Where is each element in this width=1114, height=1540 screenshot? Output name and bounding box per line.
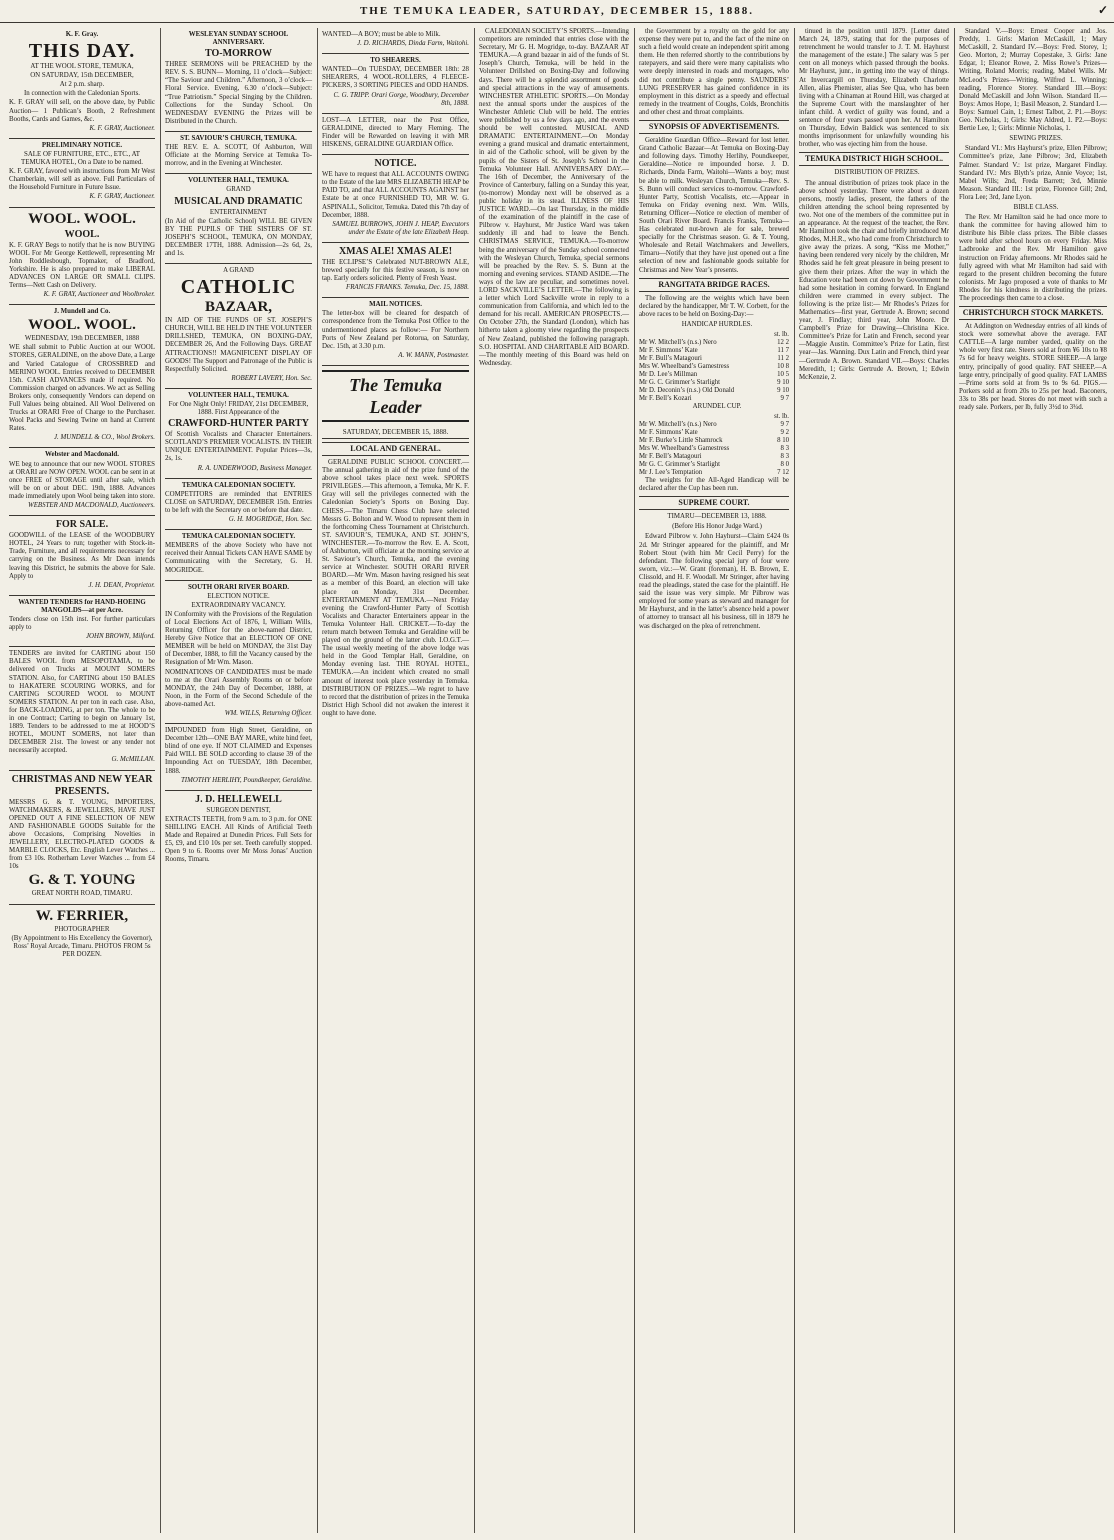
horse-entry: Mr G. C. Grimmer’s Starlight bbox=[639, 461, 721, 469]
article-text: Standard VI.: Mrs Hayhurst’s prize, Ellen Pilbrow; Committee’s prize, Jane Pilbrow; 3rd, Elizabeth Palmer. Standard V.: 1st prize, Margaret Findlay. Standard IV.: Mrs Blyth’s prize, Annie Voyce; 1st, Mabel Wills; 2nd, Freda Barrett; 3rd, Minnie Meason. Standard III.: 1st prize, Florence Gill; 2nd, Flora Lee; 3rd, Jane Lyon. bbox=[959, 145, 1107, 201]
advert-headline: TEMUKA CALEDONIAN SOCIETY. bbox=[181, 533, 296, 541]
article-text: the Government by a royalty on the gold for any expense they were put to, and the fact of the mine on such a field would create an independent spirit among them. He then referred shortly to the contributions by ratepayers, and said there were many capitalists who were deeply interested in roads and mortgages, who did not contribute a single penny. SAUNDERS’ LUNG PRESERVER has gained confidence in its employment in this district as a speedy and effectual remedy in the treatment of Coughs, Colds, Bronchitis and other chest and throat complaints. bbox=[639, 28, 789, 116]
advert-signature: K. F. GRAY, Auctioneer. bbox=[89, 193, 155, 201]
advertiser-heading: K. F. Gray. bbox=[65, 31, 99, 38]
gray-sale-advert bbox=[9, 28, 155, 139]
advert-headline: PRELIMINARY NOTICE. bbox=[41, 141, 123, 149]
tenders-mangolds-advert bbox=[9, 596, 155, 647]
check-mark-icon: ✓ bbox=[1097, 3, 1108, 17]
horse-weight: 12 2 bbox=[777, 339, 789, 346]
advert-signature: JOHN BROWN, Milford. bbox=[85, 633, 155, 641]
horse-entry: Mr F. Bull’s Matagouri bbox=[639, 355, 702, 362]
advert-signature: G. H. MOGRIDGE, Hon. Sec. bbox=[228, 516, 312, 524]
article-text: The annual distribution of prizes took place in the above school yesterday. There were about a dozen persons, mostly ladies, present, the fathers of the children attending the school being represented by two. Not one of the members of the committee put in an appearance. At the request of the teacher, the Rev. Mr Hamilton took the chair and briefly introduced Mr Rhodes, M.H.R., who had come from Christchurch to give away the prizes. A song, “Kiss me Mother,” having been rendered very nicely by the children, Mr Rhodes said he felt great pleasure in being present to give them their prizes. After the way in which the Education vote had been cut down by Government he had some hesitation in coming forward. In England children were crammed in every subject. The following is the prize list:— Mr Rhodes’s Prizes for Mathematics—first year, Gertrude A. Brown; second year, J. Findlay; third year, John Moore. Dr Campbell’s Prize for Drawing—Christina Kice. Committee’s Prize for Latin and French, second year—Maggie Austin. Committee’s Prize for Latin, first year—Jas. Wanning. Dux Latin and French, third year—Gertrude A. Brown. Standard VII.—Boys: Charles Meredith, 1; Girls: Gertrude A. Brown, 1; Edwin McKenzie, 2. bbox=[799, 179, 949, 381]
advert-headline: MUSICAL AND DRAMATIC bbox=[174, 195, 303, 207]
table-row bbox=[639, 437, 789, 445]
advert-signature: J. H. DEAN, Proprietor. bbox=[88, 581, 155, 589]
horse-entry: Mr F. Bell’s Matagouri bbox=[639, 453, 702, 461]
ferrier-photographer-advert bbox=[9, 905, 155, 964]
advert-headline: ST. SAVIOUR’S CHURCH, TEMUKA. bbox=[180, 134, 297, 142]
horse-weight: 8 10 bbox=[777, 437, 789, 445]
advert-body: THE REV. E. A. SCOTT, Of Ashburton, Will Officiate at the Morning Service at Temuka To-morrow, and in the Evening at Winchester. bbox=[165, 144, 312, 168]
advert-body: Tenders close on 15th inst. For further particulars apply to bbox=[9, 615, 155, 632]
advert-signature: K. F. GRAY, Auctioneer. bbox=[89, 124, 155, 132]
advert-body: WE shall submit to Public Auction at our WOOL STORES, GERALDINE, on the above Date, a Large and Varied Catalogue of CROSSBRED and MERINO WOOL. Entries received to DECEMBER 15th. CASH ADVANCES made if required. No Commission charged on advances. We act as Selling Brokers only, consequently Vendors can depend on Full Values being obtained. All Wool Delivered on Trucks at ORARI Free of Charge to the Purchaser. Wool Packs and Sewing Twine on hand at Current Rates. bbox=[9, 344, 155, 433]
table-row bbox=[639, 363, 789, 371]
mundell-wool-advert bbox=[9, 305, 155, 448]
table-row bbox=[639, 453, 789, 461]
advert-body: (In Aid of the Catholic School) WILL BE GIVEN BY THE PUPILS OF THE SISTERS OF ST. JOSEPH’S SCHOOL, TEMUKA, ON MONDAY, DECEMBER 17TH, 1888. Admission—2s 6d, 2s, and 1s. bbox=[165, 217, 312, 257]
horse-weight: 9 10 bbox=[777, 379, 789, 386]
advertiser-heading: J. Mundell and Co. bbox=[53, 308, 111, 316]
advert-body: GOODWILL of the LEASE of the WOODBURY HOTEL, 24 Years to run; together with Stock-in-Trade, Furniture, and all requirements necessary for carrying on the Business. As Mr Dean intends leaving this District, he submits the above for Sale. Apply to bbox=[9, 532, 155, 580]
advert-signature: TIMOTHY HERLIHY, Poundkeeper, Geraldine. bbox=[180, 776, 312, 784]
advert-body: THREE SERMONS will be PREACHED by the REV. S. S. BUNN— Morning, 11 o’clock—Subject: “The Saviour and Children.” Afternoon, 3 o’clock—Floral Service. Evening, 6.30 o’clock—Subject: “True Patriotism.” Special Singing by the Children. Collections for the Sunday School. On WEDNESDAY EVENING the Prizes will be Distributed in the Church. bbox=[165, 61, 312, 125]
advert-line: TO-MORROW bbox=[204, 48, 273, 60]
advert-headline: CHRISTMAS AND NEW YEAR PRESENTS. bbox=[11, 773, 153, 797]
column-3 bbox=[319, 28, 472, 1533]
horse-entry: Mr F. Burke’s Little Shamrock bbox=[639, 437, 723, 445]
column-rule bbox=[954, 28, 955, 1533]
horse-weight: 9 2 bbox=[780, 429, 789, 437]
arundel-weights-table bbox=[639, 413, 789, 477]
advert-body: WE have to request that ALL ACCOUNTS OWING to the Estate of the late MRS ELIZABETH HEAP be PAID TO, and that ALL ACCOUNTS AGAINST her Estate be at once FURNISHED TO, MR W. G. ASPINALL, Solicitor, Temuka. Dated this 7th day of December, 1888. bbox=[322, 171, 469, 219]
article-text: Geraldine Guardian Office—Reward for lost letter. Grand Catholic Bazaar—At Temuka on Boxing-Day and following days. Timothy Herlihy, Poundkeeper, Geraldine—Notice re impounded horse. J. D. Richards, Dinda Farm, Waitohi—Wants a boy; must be able to milk. Wesleyan Church, Temuka—Rev. S. S. Bunn will conduct services to-morrow. Crawford-Hunter Party, Scottish Vocalists, etc.—Appear in Temuka on Friday evening next. Wm. Wills, Returning Officer—Notice re election of member of South Orari River Board. Francis Franks, Temuka—Has celebrated nut-brown ale for sale, brewed specially for the Christmas season. G. & T. Young, Wholesale and Retail Watchmakers and Jewellers, Timaru—Notify that they have just opened out a fine selection of new and fashionable goods suitable for Christmas and New Year’s presents. bbox=[639, 137, 789, 274]
article-text: Standard V.—Boys: Ernest Cooper and Jos. Preddy, 1. Girls: Marion McCaskill, 1; Mary McCaskill, 2. Standard IV.—Boys: Fred. Storey, 1; Geo. Morton, 2; Murray Copestake, 3. Girls: Jane Edgar, 1; Eleanor Rowe, 2. Miss Rowe’s Prizes—Writing, Roland Morris; reading, Mabel Wills. Mr McLeod’s Prizes—Writing, Wilfred L. Winning; reading, Florence Storey. Standard III.—Boys: Donald McCaskill and John Wilson. Standard II.—Boys: Amos Hope, 1; Basil Meason, 2. Standard I.—Boys: Samuel Cain, 1; Ernest Talbot, 2. P1.—Boys: Geo. Nicholas, 1; Girls: May Aldred, 1. P2.—Boys: Bertie Lee, 1; Girls: Minnie Nicholas, 1. bbox=[959, 28, 1107, 133]
column-2 bbox=[162, 28, 315, 1533]
article-text: The weights for the All-Aged Handicap will be declared after the Cup has been run. bbox=[639, 477, 789, 493]
advert-line: ELECTION NOTICE. bbox=[207, 592, 270, 600]
horse-weight: 7 12 bbox=[777, 469, 789, 477]
supreme-court-article bbox=[639, 513, 789, 630]
advert-signature: SAMUEL BURROWS, JOHN J. HEAP, Executors under the Estate of the late Elizabeth Heap. bbox=[332, 220, 469, 236]
horse-weight: 9 7 bbox=[780, 421, 789, 429]
advert-line: PHOTOGRAPHER bbox=[54, 925, 110, 933]
newspaper-nameplate: The Temuka Leader bbox=[322, 370, 469, 422]
column-7 bbox=[956, 28, 1110, 1533]
table-header-row bbox=[639, 413, 789, 421]
article-dateline: TIMARU—DECEMBER 13, 1888. bbox=[667, 513, 767, 521]
christmas-presents-advert bbox=[9, 771, 155, 905]
table-row bbox=[639, 379, 789, 387]
advert-headline: WOOL. WOOL. bbox=[28, 210, 136, 227]
advert-body: IN Conformity with the Provisions of the Regulation of Local Elections Act of 1876, I, William Wills, Returning Officer for the above-named District, Hereby Give Notice that an ELECTION OF ONE MEMBER will be held on MONDAY, the 31st Day of December, 1888, to fill the Vacancy caused by the Resignation of Mr Wm. Mason. bbox=[165, 610, 312, 667]
article-text: The Rev. Mr Hamilton said he had once more to thank the committee for having allowed him to distribute his Bible class prizes. The Bible classes were held after school hours on every Friday. Miss Ladbrooke and the Rev. Mr Hamilton gave instruction on Friday afternoons. Mr Rhodes said he fully agreed with what Mr Hamilton had said with regard to the present children becoming the future colonists. Mr Jago proposed a vote of thanks to Mr Rhodes for his kindness in distributing the prizes. The proceedings then came to a close. bbox=[959, 214, 1107, 302]
table-row bbox=[639, 461, 789, 469]
horse-weight: 8 3 bbox=[780, 445, 789, 453]
table-row bbox=[639, 355, 789, 363]
column-4 bbox=[476, 28, 632, 1533]
table-row bbox=[639, 395, 789, 403]
horse-entry: Mr W. Mitchell’s (n.s.) Nero bbox=[639, 339, 717, 346]
horse-weight: 8 3 bbox=[780, 453, 789, 461]
estate-notice-advert bbox=[322, 155, 469, 243]
advert-body: TENDERS are invited for CARTING about 150 BALES WOOL from MESOPOTAMIA, to be delivered on Trucks at MOUNT SOMERS STATION. Also, for CARTING about 150 BALES to HAKATERE SCOURING WORKS, and for CARTING SCOURED WOOL to MOUNT SOMERS STATION. At per ton in each case. Also, for BACK-LOADING, at per ton. The whole to be in one Contract; Carting to begin on January 1st, 1889. Tenders to be addressed to me at HOOD’S HOTEL, MOUNT SOMERS, not later than DECEMBER 21st. The lowest or any tender not necessarily accepted. bbox=[9, 650, 155, 755]
stock-markets-article bbox=[959, 323, 1107, 412]
advert-body: WANTED—On TUESDAY, DECEMBER 18th: 28 SHEARERS, 4 WOOL-ROLLERS, 4 FLEECE-PICKERS, 3 SORTING PIECES and ODD HANDS. bbox=[322, 66, 469, 90]
caledonian-entries-advert bbox=[165, 479, 312, 530]
advert-headline: J. D. HELLEWELL bbox=[195, 793, 282, 805]
crawford-hunter-advert bbox=[165, 389, 312, 479]
advert-body: K. F. GRAY, favored with instructions from Mr West Chamberlain, will sell as above. Full Particulars of the Household Furniture in Future Issue. bbox=[9, 168, 155, 192]
section-heading: SUPREME COURT. bbox=[639, 496, 789, 510]
advert-body: WE beg to announce that our new WOOL STORES at ORARI are NOW OPEN. WOOL can be sent in at once FREE of STORAGE until after sale, which will be on or about DEC. 19th, 1888. Advances made immediately upon Wool being taken into store. bbox=[9, 460, 155, 500]
advert-signature: FRANCIS FRANKS. Temuka, Dec. 15, 1888. bbox=[346, 284, 469, 292]
table-row bbox=[639, 371, 789, 379]
column-6 bbox=[796, 28, 952, 1533]
advert-body: THE ECLIPSE’S Celebrated NUT-BROWN ALE, brewed specially for this festive season, is now on tap. Early orders solicited. Plenty of Fresh Yeast. bbox=[322, 258, 469, 283]
horse-entry: Mr D. Deconin’s (n.s.) Old Donald bbox=[639, 387, 735, 394]
advert-signature: WEBSTER AND MACDONALD, Auctioneers. bbox=[27, 502, 155, 510]
advert-line: In connection with the Caledonian Sports. bbox=[24, 90, 140, 98]
advert-headline: VOLUNTEER HALL, TEMUKA. bbox=[188, 391, 289, 399]
shearers-advert bbox=[322, 54, 469, 114]
weight-unit-header: st. lb. bbox=[774, 413, 789, 421]
horse-entry: Mr D. Lee’s Millman bbox=[639, 371, 698, 378]
advert-body: IN AID OF THE FUNDS OF ST. JOSEPH’S CHURCH, WILL BE HELD IN THE VOLUNTEER DRILLSHED, TEMUKA, ON BOXING-DAY, DECEMBER 26, And the Following Days. GREAT ATTRACTIONS!! MAGNIFICENT DISPLAY OF GOODS! The Support and Patronage of the Public is Respectfully Solicited. bbox=[165, 317, 312, 373]
advert-signature: R. A. UNDERWOOD, Business Manager. bbox=[197, 464, 312, 472]
race-weights-article bbox=[639, 295, 789, 494]
advert-line: A GRAND bbox=[223, 267, 254, 275]
advert-line: At 2 p.m. sharp. bbox=[59, 81, 105, 89]
supreme-court-continued bbox=[799, 28, 949, 149]
race-title: ARUNDEL CUP. bbox=[692, 403, 742, 410]
advert-headline: WESLEYAN SUNDAY SCHOOL ANNIVERSARY. bbox=[188, 31, 289, 47]
preliminary-notice-advert bbox=[9, 139, 155, 208]
musical-entertainment-advert bbox=[165, 174, 312, 264]
advert-line: EXTRAORDINARY VACANCY. bbox=[191, 601, 286, 609]
advert-line: ON SATURDAY, 15th DECEMBER, bbox=[30, 72, 134, 80]
advert-headline: XMAS ALE! XMAS ALE! bbox=[338, 245, 453, 257]
horse-entry: Mrs W. Wheelband’s Gamestress bbox=[639, 445, 730, 453]
table-row bbox=[639, 469, 789, 477]
column-rule bbox=[634, 28, 635, 1533]
advert-headline: FOR SALE. bbox=[55, 519, 109, 531]
advert-signature: WM. WILLS, Returning Officer. bbox=[224, 710, 312, 717]
advert-line: WOOL. bbox=[64, 228, 100, 240]
column-5 bbox=[636, 28, 792, 1533]
advert-headline: MAIL NOTICES. bbox=[369, 301, 422, 309]
page-masthead bbox=[0, 0, 1114, 23]
advert-line: GREAT NORTH ROAD, TIMARU. bbox=[31, 890, 133, 898]
horse-entry: Mr F. Bell’s Kozari bbox=[639, 395, 692, 402]
article-subtitle: DISTRIBUTION OF PRIZES. bbox=[834, 169, 920, 177]
advert-signature: J. MUNDELL & CO., Wool Brokers. bbox=[53, 434, 155, 442]
wool-buying-advert bbox=[9, 208, 155, 306]
advert-line: SALE OF FURNITURE, ETC., ETC., AT TEMUKA HOTEL, On a Date to be named. bbox=[21, 150, 143, 167]
advert-headline: CATHOLIC bbox=[180, 276, 297, 299]
article-text: The following are the weights which have been declared by the handicapper, Mr T. W. Corbett, for the above races to be held on Boxing-Day:— bbox=[639, 294, 789, 318]
hurdles-weights-table bbox=[639, 331, 789, 403]
synopsis-article bbox=[639, 137, 789, 275]
caledonian-members-advert bbox=[165, 530, 312, 580]
article-text: At Addington on Wednesday entries of all kinds of stock were somewhat above the average. FAT CATTLE—A large number yarded, quality on the whole very first rate. Steers sold at from ¥6 10s to ¥8 7s 6d for heavy weights. STORE SHEEP.—A large entry, principally of good quality. FAT SHEEP.—A large entry, principally of good quality. FAT LAMBS—Prime sorts sold at from 9s to 9s 6d. PIGS.—Porkers sold at from 20s to 25s per head. Baconers, 33s to 38s per head. Stores do not meet with such a ready sale. Porkers, per lb, fully 3½d to 3¾d. bbox=[959, 323, 1107, 412]
issue-dateline: SATURDAY, DECEMBER 15, 1888. bbox=[322, 426, 469, 439]
column-1 bbox=[6, 28, 158, 1533]
advert-body: MESSRS G. & T. YOUNG, IMPORTERS, WATCHMAKERS, & JEWELLERS, HAVE JUST OPENED OUT A FINE SELECTION OF NEW AND FASHIONABLE GOODS Suitable for the above Occasions, Comprising Novelties in JEWELLERY, ELECTRO-PLATED GOODS & MARBLE CLOCKS, Etc. English Lever Watches ... from £3 10s. Rotherham Lever Watches ... from £4 10s bbox=[9, 798, 155, 871]
xmas-ale-advert bbox=[322, 243, 469, 298]
article-subtitle: SEWING PRIZES. bbox=[1009, 135, 1063, 143]
column-rule bbox=[160, 28, 161, 1533]
advert-headline: VOLUNTEER HALL, TEMUKA. bbox=[188, 177, 289, 185]
prize-list-continued bbox=[959, 28, 1107, 303]
carting-tenders-advert bbox=[9, 647, 155, 770]
local-news-continued bbox=[479, 28, 629, 368]
lost-letter-advert bbox=[322, 114, 469, 155]
webster-advert bbox=[9, 448, 155, 516]
masthead-text: THE TEMUKA LEADER, SATURDAY, DECEMBER 15, 1888. bbox=[359, 5, 755, 17]
advert-body: K. F. GRAY will sell, on the above date, by Public Auction— 1 Publican’s Booth, 2 Refreshment Booths, Cards and Games, &c. bbox=[9, 99, 155, 123]
advert-headline: W. FERRIER, bbox=[35, 907, 129, 924]
horse-weight: 9 7 bbox=[780, 395, 789, 402]
advert-signature: G. McMILLAN. bbox=[111, 756, 155, 764]
advert-headline: WANTED TENDERS for HAND-HOEING MANGOLDS—at per Acre. bbox=[18, 598, 146, 614]
horse-entry: Mrs W. Wheelband’s Gamestress bbox=[639, 363, 730, 370]
st-saviours-advert bbox=[165, 132, 312, 174]
advert-line: GRAND bbox=[226, 186, 251, 194]
column-rule bbox=[794, 28, 795, 1533]
table-row bbox=[639, 339, 789, 347]
advert-body: NOMINATIONS OF CANDIDATES must be made to me at the Orari Assembly Rooms on or before MONDAY, the 24th Day of December, 1888, at Noon, in the Form of the Second Schedule of the above-named Act. bbox=[165, 668, 312, 708]
advert-line: SURGEON DENTIST, bbox=[206, 806, 271, 814]
table-row bbox=[639, 387, 789, 395]
section-heading: RANGITATA BRIDGE RACES. bbox=[639, 278, 789, 292]
article-text: tinued in the position until 1879. [Letter dated March 24, 1879, stating that for the purposes of retrenchment he would transfer to J. T. M. Hayhurst the management of the estate.] The salary was 5 per cent on all moneys which passed through the books. Mr Hayhurst, junr., in getting into the way of things. At Invercargill on Thursday, Elizabeth Charlotte Allen, alias Phemister, alias See Qua, who has been living with a Chinaman at Round Hill, was charged at the Supreme Court with the manslaughter of her infant child. A verdict of guilty was found, and a sentence of four years passed upon her. At Hamilton on Thursday, Edwin Baldick was sentenced to six months imprisonment for unlawfully wounding his brother, who was ejecting him from the house. bbox=[799, 28, 949, 149]
section-heading: SYNOPSIS OF ADVERTISEMENTS. bbox=[639, 120, 789, 134]
horse-weight: 9 10 bbox=[777, 387, 789, 394]
column-rule bbox=[317, 28, 318, 1533]
advertiser-heading: Webster and Macdonald. bbox=[45, 451, 119, 459]
impounded-advert bbox=[165, 724, 312, 791]
article-text: Edward Pilbrow v. John Hayhurst—Claim £424 0s 2d. Mr Stringer appeared for the plaintiff, and Mr Robert Stout (with him Mr Cecil Perry) for the defendant. The following special jury of four were sworn, viz.:—W. Grant (foreman), H. B. Brown, E. Clissold, and H. F. Woodall. Mr Stringer, after having read the pleadings, stated the case for the plaintiff. He said the issue was very simple. Mr Pilbrow was employed for some years as steward and manager for Mr Hayhurst, and in the latter’s absence held a power of attorney to transact all his business, till in 1879 he was discharged on the plea of retrenchment. bbox=[639, 533, 789, 630]
advert-signature: C. G. TRIPP. Orari Gorge, Woodbury, December 8th, 1888. bbox=[333, 91, 469, 107]
advert-body: (By Appointment to His Excellency the Governor), Ross’ Royal Arcade, Timaru. PHOTOS FROM 5s PER DOZEN. bbox=[11, 934, 153, 958]
horse-entry: Mr G. C. Grimmer’s Starlight bbox=[639, 379, 721, 386]
advert-body: IMPOUNDED from High Street, Geraldine, on December 12th—ONE BAY MARE, white hind feet, blind of one eye. If NOT CLAIMED and Expenses Paid WILL BE SOLD according to clause 39 of the Impounding Act on TUESDAY, 18th December, 1888. bbox=[165, 727, 312, 775]
table-row bbox=[639, 445, 789, 453]
article-subtitle: (Before His Honor Judge Ward.) bbox=[672, 523, 762, 531]
horse-weight: 11 2 bbox=[777, 355, 789, 362]
article-subtitle: BIBLE CLASS. bbox=[1013, 203, 1059, 211]
advert-line: WEDNESDAY, 19th DECEMBER, 1888 bbox=[24, 335, 140, 343]
article-text: CALEDONIAN SOCIETY’S SPORTS.—Intending competitors are reminded that entries close with the Secretary, Mr G. H. Mogridge, to-day. BAZAAR AT TEMUKA.—A grand bazaar in aid of the funds of St. Joseph’s Church, Temuka, will be held in the Volunteer Drillshed on Boxing-Day and following days. There will be a splendid assortment of goods and special attractions in the way of amusements. WINCHESTER ATHLETIC SPORTS.—On Monday next the annual sports under the auspices of the Winchester Athletic Club will be held. The entries were published by us a few days ago, and the events should be well contested. MUSICAL AND DRAMATIC ENTERTAINMENT.—On Monday evening a grand musical and dramatic entertainment, in aid of the Catholic school, will be given by the pupils of the Sisters of St. Joseph’s School in the Temuka Volunteer Hall. ANNIVERSARY DAY.—The 16th of December, the Anniversary of the Province of Canterbury, falling on a Sunday this year, (to-morrow) Monday next will be observed as a public holiday in its stead. ILLNESS OF HIS JUSTICE WARD.—On last Thursday, in the middle of the examination of the plaintiff in the case of Pilbrow v. Hayhurst, Mr Justice Ward was taken suddenly ill and had to leave the Bench. CHRISTMAS SERVICE, TEMUKA.—To-morrow being the anniversary of the Sunday school connected with the Wesleyan Church, Temuka, special sermons will be preached by the Rev. S. S. Bunn at the morning and evening services. STAND ASIDE.—The ways of the law are peculiar, and sometimes novel. LORD SACKVILLE’S LETTER.—The following is a letter which Lord Sackville wrote in reply to a communication from California, and which led to the demand for his recall. AMERICAN PROSPECTS.—On October 27th, the Standard (London), which has hitherto taken a gloomy view regarding the prospects of New Zealand, published the following paragraph. S.O. HOSPITAL AND CHARITABLE AID BOARD.—The monthly meeting of this Board was held on Wednesday. bbox=[479, 28, 629, 367]
advert-line: ENTERTAINMENT bbox=[209, 208, 268, 216]
horse-weight: 10 5 bbox=[777, 371, 789, 378]
advert-headline: NOTICE. bbox=[374, 158, 417, 170]
school-prizes-article bbox=[799, 169, 949, 381]
column-rule bbox=[474, 28, 475, 1533]
table-header-row bbox=[639, 331, 789, 339]
horse-entry: Mr W. Mitchell’s (n.s.) Nero bbox=[639, 421, 717, 429]
advert-headline: BAZAAR, bbox=[204, 299, 273, 316]
advert-headline: TO SHEARERS. bbox=[370, 57, 421, 65]
advert-headline: THIS DAY. bbox=[28, 40, 136, 63]
advert-headline: TEMUKA CALEDONIAN SOCIETY. bbox=[181, 481, 296, 489]
section-heading: CHRISTCHURCH STOCK MARKETS. bbox=[959, 306, 1107, 320]
advert-headline: WOOL. WOOL. bbox=[28, 317, 136, 334]
horse-weight: 10 8 bbox=[777, 363, 789, 370]
advert-signature: K. F. GRAY, Auctioneer and Woolbroker. bbox=[43, 291, 155, 299]
dentist-advert bbox=[165, 791, 312, 870]
advert-body: MEMBERS of the above Society who have not received their Annual Tickets CAN HAVE SAME by Communicating with the Secretary, G. H. MOGRIDGE. bbox=[165, 542, 312, 574]
news-continued bbox=[639, 28, 789, 117]
horse-entry: Mr F. Simmons’ Kate bbox=[639, 429, 698, 437]
horse-weight: 8 0 bbox=[780, 461, 789, 469]
local-news-article bbox=[322, 459, 469, 718]
mail-notices bbox=[322, 298, 469, 366]
advert-headline: CRAWFORD-HUNTER PARTY bbox=[168, 418, 309, 430]
advert-body: The letter-box will be cleared for despatch of correspondence from the Temuka Post Office to the undermentioned places as follow:— For Northern Ports of New Zealand per Rotorua, on Saturday, Dec. 15th, at 3.30 p.m. bbox=[322, 310, 469, 350]
horse-entry: Mr F. Simmons’ Kate bbox=[639, 347, 698, 354]
advert-body: LOST—A LETTER, near the Post Office, GERALDINE, directed to Mary Fleming. The Finder will be Rewarded on leaving it with MR HISKENS, GERALDINE GUARDIAN Office. bbox=[322, 116, 469, 149]
table-row bbox=[639, 421, 789, 429]
table-row bbox=[639, 429, 789, 437]
advert-body: WANTED—A BOY; must be able to Milk. bbox=[322, 31, 441, 38]
weight-unit-header: st. lb. bbox=[774, 331, 789, 338]
catholic-bazaar-advert bbox=[165, 264, 312, 389]
advert-body: COMPETITORS are reminded that ENTRIES CLOSE on SATURDAY, DECEMBER 15th. Entries to be left with the Secretary on or before that date. bbox=[165, 490, 312, 514]
advert-body: K. F. GRAY Begs to notify that he is now BUYING WOOL For Mr George Kettlewell, representing Mr John Roddlesbough, Topmaker, of Bradford, Yorkshire. He is also prepared to make LIBERAL ADVANCES ON LARGE OR SMALL CLIPS. Terms—Nett Cash on Delivery. bbox=[9, 241, 155, 289]
section-heading: LOCAL AND GENERAL. bbox=[322, 442, 469, 456]
horse-weight: 11 7 bbox=[777, 347, 789, 354]
advert-headline: G. & T. YOUNG bbox=[28, 872, 136, 889]
section-heading: TEMUKA DISTRICT HIGH SCHOOL. bbox=[799, 152, 949, 166]
advert-line: AT THE WOOL STORE, TEMUKA, bbox=[30, 63, 134, 71]
horse-entry: Mr J. Lee’s Temptation bbox=[639, 469, 703, 477]
race-title: HANDICAP HURDLES. bbox=[681, 320, 753, 328]
advert-headline: SOUTH ORARI RIVER BOARD. bbox=[187, 583, 290, 591]
advert-line: For One Night Only! FRIDAY, 21st DECEMBER, 1888. First Appearance of the bbox=[168, 401, 309, 417]
orari-election-advert bbox=[165, 581, 312, 725]
advert-signature: J. D. RICHARDS, Dinda Farm, Waitohi. bbox=[357, 40, 469, 48]
advert-body: EXTRACTS TEETH, from 9 a.m. to 3 p.m. for ONE SHILLING EACH. All Kinds of Artificial Teeth Made and Repaired at Dunedin Prices. Full Sets for £5, £9, and £10 10s per set. Teeth carefully stopped. Open 9 to 6. Rooms over Mr Moss Jonas’ Auction Rooms, Timaru. bbox=[165, 815, 312, 864]
table-row bbox=[639, 347, 789, 355]
advert-signature: A. W. MANN, Postmaster. bbox=[398, 351, 469, 359]
wanted-boy-advert bbox=[322, 28, 469, 54]
article-text: GERALDINE PUBLIC SCHOOL CONCERT.—The annual gathering in aid of the prize fund of the above school takes place next week. SPORTS PRIVILEGES.—This afternoon, a Temuka, Mr K. F. Gray will sell the privileges connected with the Caledonian Society’s Sports on Boxing Day. CHESS.—The Timaru Chess Club have selected Messrs G. Bolton and W. Wood to represent them in the forthcoming Chess Tournament at Christchurch. ST. SAVIOUR’S, TEMUKA, AND ST. JOHN’S, WINCHESTER.—To-morrow the Rev. E. A. Scott, of Ashburton, will officiate at the morning service at St. Saviour’s Church, Temuka, and the evening service at Winchester. SOUTH ORARI RIVER BOARD.—Mr Wm. Mason having resigned his seat as a member of this Board, an election will take place on Monday, 31st December. ENTERTAINMENT AT TEMUKA.—Next Friday evening the Crawford-Hunter Party of Scottish Vocalists and Character Entertainers appear in the Temuka Volunteer Hall. CRICKET.—To-day the return match between Temuka and Geraldine will be played on the ground of the latter club. I.O.G.T.—The usual weekly meeting of the above lodge was held in the Good Templar Hall, Geraldine, on Monday evening last. THE ROYAL HOTEL, TEMUKA.—An incident which created no small amount of interest took place yesterday in Temuka. DISTRIBUTION OF PRIZES.—We regret to have to record that the distribution of prizes in the Temuka District High School did not awaken the interest it ought to have done. bbox=[322, 459, 469, 717]
wesleyan-anniversary-advert bbox=[165, 28, 312, 132]
advert-body: Of Scottish Vocalists and Character Entertainers. SCOTLAND’S PREMIER VOCALISTS. IN THEIR UNIQUE ENTERTAINMENT. Popular Prices—3s, 2s, 1s. bbox=[165, 431, 312, 463]
for-sale-advert bbox=[9, 516, 155, 596]
advert-signature: ROBERT LAVERY, Hon. Sec. bbox=[231, 374, 312, 382]
